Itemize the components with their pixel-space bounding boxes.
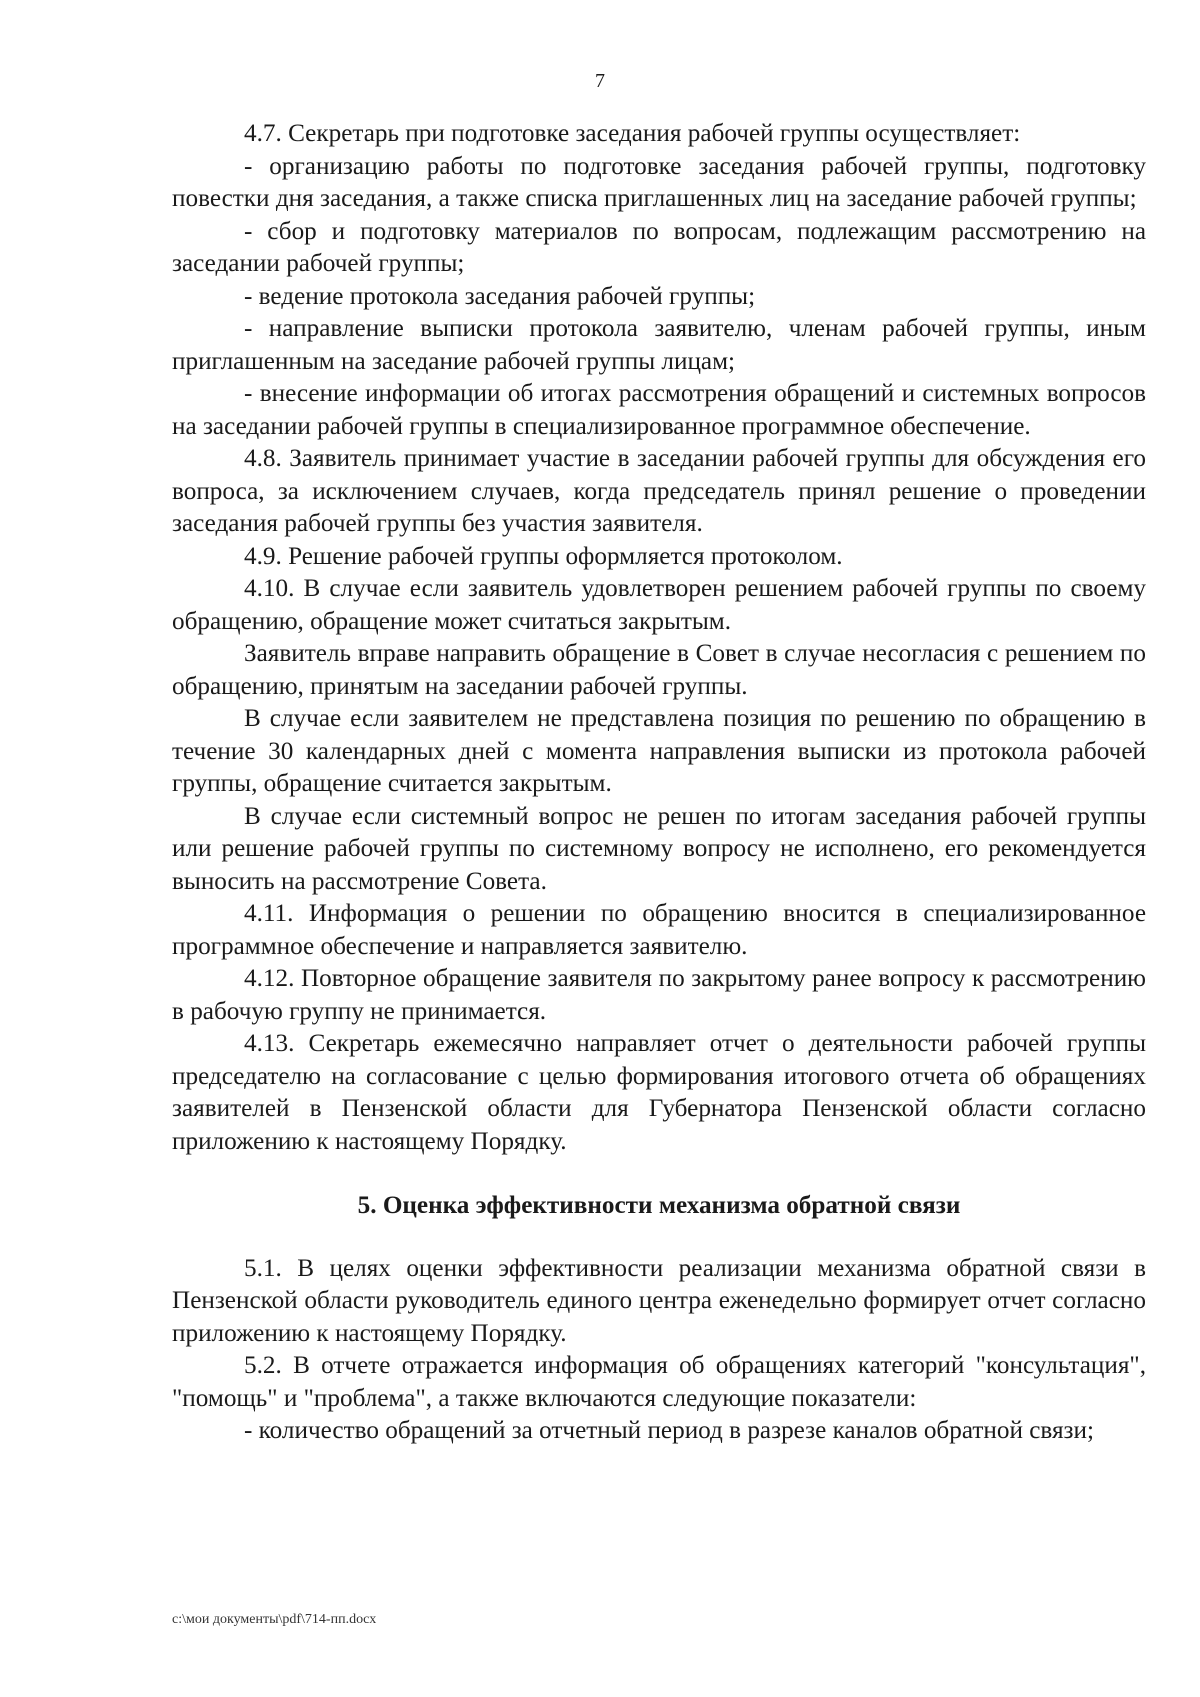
paragraph: В случае если системный вопрос не решен по итогам заседания рабочей группы или решение рабочей группы по системному вопросу не исполнено, его рекомендуется выносить на рассмотрение Совета. (172, 802, 1146, 895)
page-number: 7 (595, 70, 605, 92)
paragraph: 4.7. Секретарь при подготовке заседания рабочей группы осуществляет: (244, 120, 1021, 147)
paragraph: - ведение протокола заседания рабочей группы; (244, 282, 756, 310)
paragraph: 4.10. В случае если заявитель удовлетворен решением рабочей группы по своему обращению, обращение может считаться закрытым. (172, 575, 1146, 635)
paragraph: 4.11. Информация о решении по обращению вносится в специализированное программное обеспечение и направляется заявителю. (172, 900, 1146, 960)
paragraph: - количество обращений за отчетный период в разрезе каналов обратной связи; (244, 1417, 1094, 1444)
document-body (172, 118, 1146, 1448)
paragraph: 5.2. В отчете отражается информация об обращениях категорий "консультация", "помощь" и "проблема", а также включаются следующие показатели: (172, 1352, 1146, 1412)
footer-file-path: c:\мои документы\pdf\714-пп.docx (172, 1612, 377, 1627)
paragraph: 4.12. Повторное обращение заявителя по закрытому ранее вопросу к рассмотрению в рабочую группу не принимается. (172, 965, 1146, 1025)
paragraph: - направление выписки протокола заявителю, членам рабочей группы, иным приглашенным на заседание рабочей группы лицам; (172, 315, 1146, 375)
section-heading: 5. Оценка эффективности механизма обратной связи (357, 1192, 961, 1219)
paragraph: - внесение информации об итогах рассмотрения обращений и системных вопросов на заседании рабочей группы в специализированное программное обеспечение. (172, 380, 1146, 440)
paragraph: 4.8. Заявитель принимает участие в заседании рабочей группы для обсуждения его вопроса, за исключением случаев, когда председатель принял решение о проведении заседания рабочей группы без участия заявителя. (172, 445, 1146, 537)
paragraph: Заявитель вправе направить обращение в Совет в случае несогласия с решением по обращению, принятым на заседании рабочей группы. (172, 640, 1146, 700)
paragraph: 4.13. Секретарь ежемесячно направляет отчет о деятельности рабочей группы председателю на согласование с целью формирования итогового отчета об обращениях заявителей в Пензенской области для Губернатора Пензенской области согласно приложению к настоящему Порядку. (172, 1030, 1146, 1155)
paragraph: В случае если заявителем не представлена позиция по решению по обращению в течение 30 календарных дней с момента направления выписки из протокола рабочей группы, обращение считается закрытым. (172, 705, 1146, 797)
paragraph: 5.1. В целях оценки эффективности реализации механизма обратной связи в Пензенской области руководитель единого центра еженедельно формирует отчет согласно приложению к настоящему Порядку. (172, 1254, 1146, 1347)
paragraph: 4.9. Решение рабочей группы оформляется протоколом. (244, 542, 843, 570)
paragraph: - организацию работы по подготовке заседания рабочей группы, подготовку повестки дня заседания, а также списка приглашенных лиц на заседание рабочей группы; (172, 152, 1146, 212)
paragraph: - сбор и подготовку материалов по вопросам, подлежащим рассмотрению на заседании рабочей группы; (172, 217, 1146, 277)
